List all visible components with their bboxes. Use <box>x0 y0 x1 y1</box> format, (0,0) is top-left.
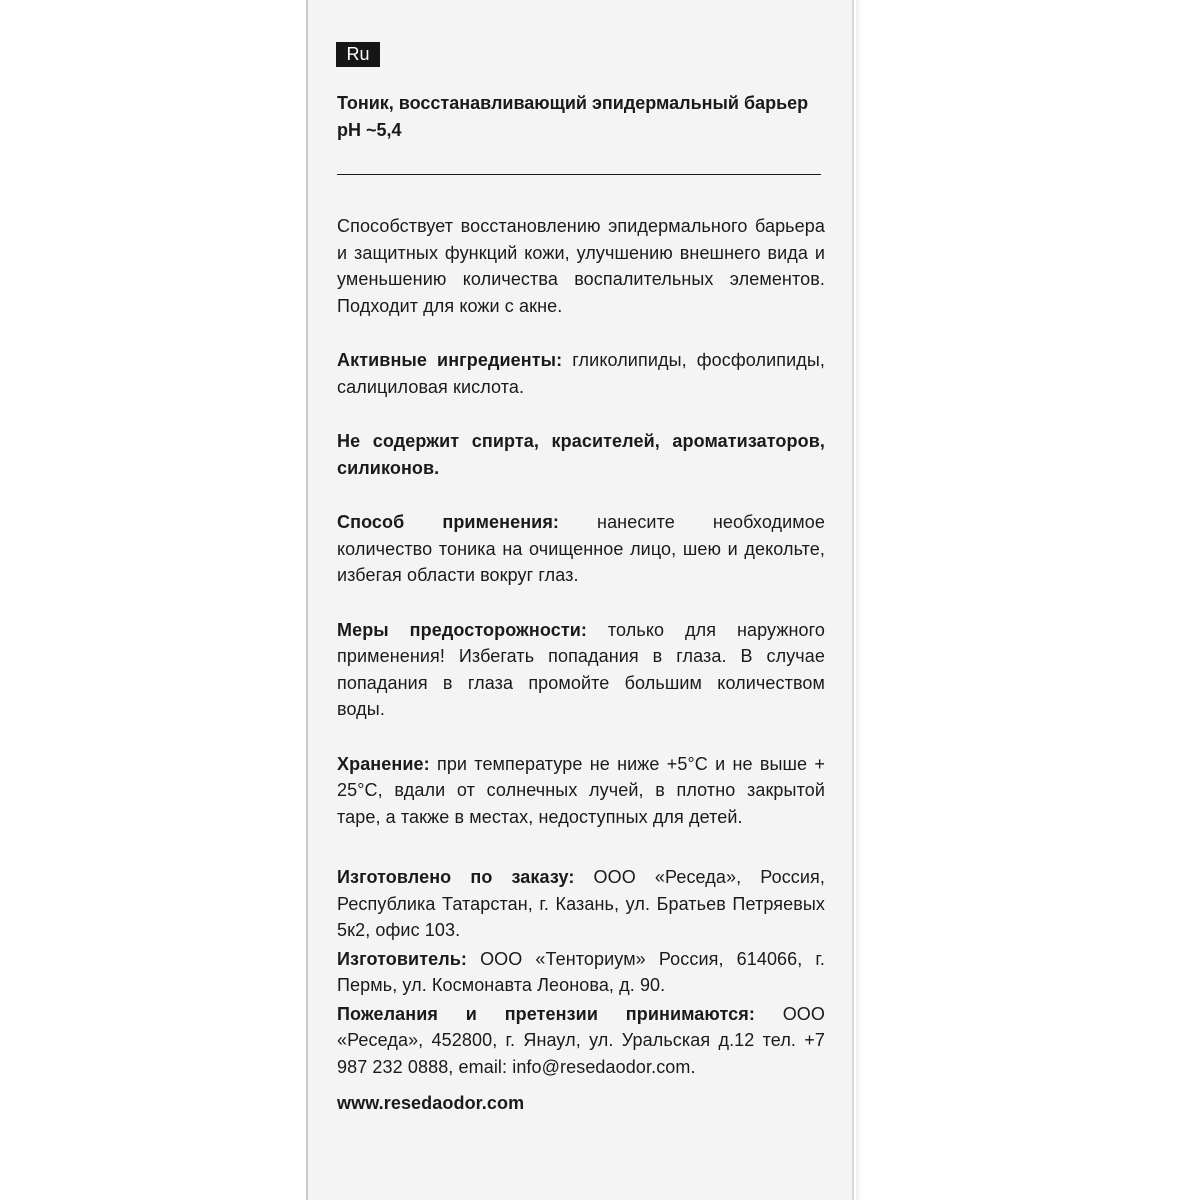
claims-label: Пожелания и претензии принимаются: <box>337 1003 755 1024</box>
language-badge: Ru <box>336 42 380 67</box>
storage-conditions <box>337 751 825 831</box>
product-title: Тоник, восстанавливающий эпидермальный барьер pH ~5,4 <box>337 93 809 140</box>
active-ingredients-label: Активные ингредиенты: <box>337 350 563 370</box>
free-from-statement: Не содержит спирта, красителей, ароматизаторов, силиконов. <box>337 431 825 478</box>
ordered-by <box>337 864 825 944</box>
ordered-by-text: ООО «Реседа», Россия, Республика Татарстан, г. Казань, ул. Братьев Петряевых 5к2, офис 103. <box>337 867 825 940</box>
storage-label: Хранение: <box>337 753 430 774</box>
precautions-text: только для наружного применения! Избегать попадания в глаза. В случае попадания в глаза промойте большим количеством воды. <box>337 619 825 719</box>
manufacturer-label: Изготовитель: <box>337 948 468 969</box>
active-ingredients-text: гликолипиды, фосфолипиды, салициловая кислота. <box>337 350 825 397</box>
usage-label: Способ применения: <box>337 512 560 532</box>
storage-text: при температуре не ниже +5°С и не выше + 25°С, вдали от солнечных лучей, в плотно закрытой таре, а также в местах, недоступных для детей. <box>337 753 825 827</box>
website-link: www.resedaodor.com <box>337 1093 525 1113</box>
manufacturer <box>337 946 825 999</box>
claims-text: ООО «Реседа», 452800, г. Янаул, ул. Уральская д.12 тел. +7 987 232 0888, email: info@resedaodor.com. <box>337 1003 825 1077</box>
claims-contact <box>337 1001 825 1081</box>
precautions-label: Меры предосторожности: <box>337 619 588 640</box>
active-ingredients <box>337 347 825 400</box>
title-divider <box>337 174 821 175</box>
label-content <box>337 90 825 1117</box>
background-margin <box>856 0 1200 1200</box>
precautions <box>337 617 825 723</box>
ordered-by-label: Изготовлено по заказу: <box>337 867 575 887</box>
product-description: Способствует восстановлению эпидермального барьера и защитных функций кожи, улучшению внешнего вида и уменьшению количества воспалительных элементов. Подходит для кожи с акне. <box>337 216 825 316</box>
usage-text: нанесите необходимое количество тоника на очищенное лицо, шею и декольте, избегая области вокруг глаз. <box>337 512 825 585</box>
manufacturer-text: ООО «Тенториум» Россия, 614066, г. Пермь, ул. Космонавта Леонова, д. 90. <box>337 948 825 995</box>
usage-instructions <box>337 509 825 589</box>
